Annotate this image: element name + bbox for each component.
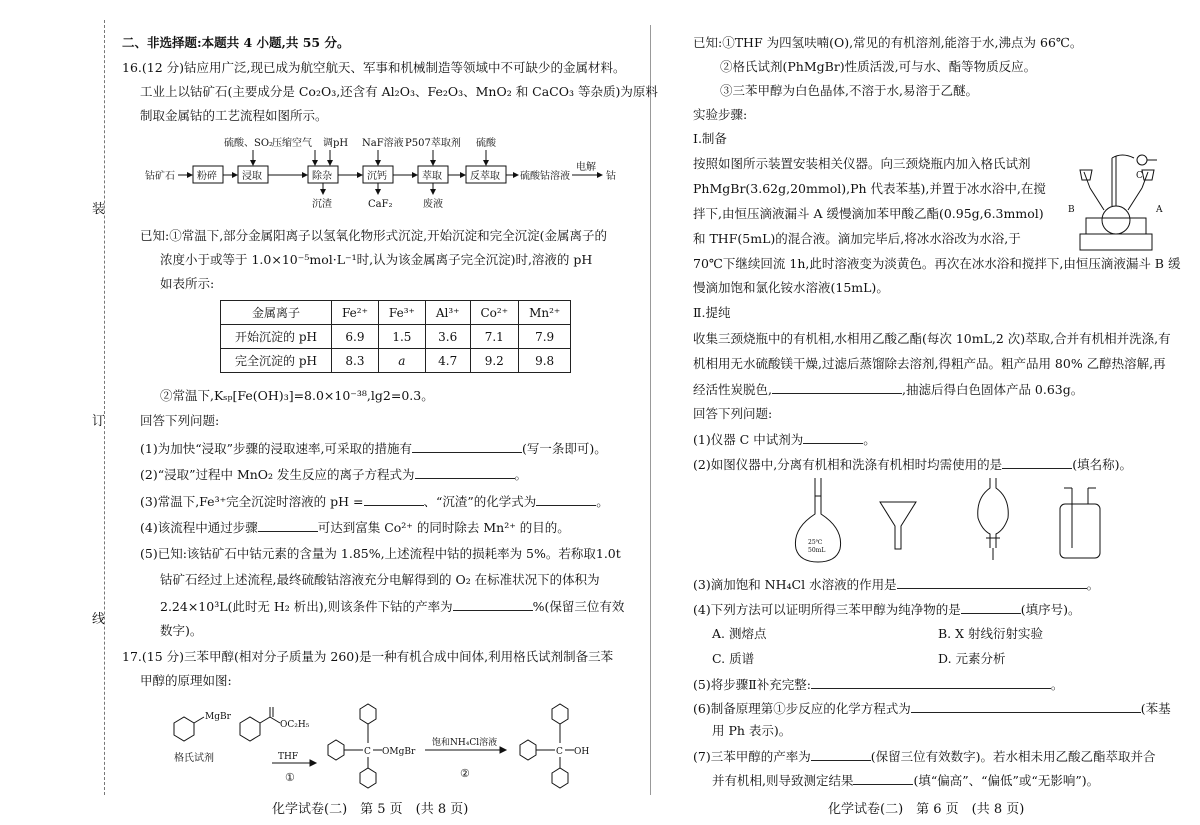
q16-known-line: 浓度小于或等于 1.0×10⁻⁵mol·L⁻¹时,认为该金属离子完全沉淀)时,溶液的 pH: [160, 252, 593, 267]
q17-question-5: [693, 676, 1063, 693]
benzene-ring: [360, 768, 376, 788]
question-text: (3)滴加饱和 NH₄Cl 水溶液的作用是: [693, 577, 897, 592]
question-text: ,抽滤后得白色固体产品 0.63g。: [901, 382, 1084, 397]
question-text: 、“沉渣”的化学式为: [423, 494, 537, 509]
question-text: 经活性炭脱色,: [693, 382, 772, 397]
question-text: 2.24×10³L(此时无 H₂ 析出),则该条件下钴的产率为: [160, 599, 453, 614]
question-text: (写一条即可)。: [521, 441, 607, 456]
q17-known-line: ②格氏试剂(PhMgBr)性质活泼,可与水、酯等物质反应。: [720, 59, 1037, 74]
apparatus-label-c: C: [1136, 171, 1143, 181]
prep-line: 按照如图所示装置安装相关仪器。向三颈烧瓶内加入格氏试剂: [693, 156, 1031, 171]
question-text: 。: [863, 432, 876, 447]
page-footer-right: 化学试卷(二) 第 6 页 (共 8 页): [828, 802, 1025, 817]
prep-line: PhMgBr(3.62g,20mmol),Ph 代表苯基),并置于冰水浴中,在搅: [693, 181, 1046, 196]
omgbr-label: OMgBr: [382, 747, 416, 757]
q16-question-5: 钴矿石经过上述流程,最终硫酸钴溶液充分电解得到的 O₂ 在标准状况下的体积为: [160, 572, 600, 587]
step-1-label: ①: [285, 771, 295, 784]
q16-intro-line: 16.(12 分)钴应用广泛,现已成为航空航天、军事和机械制造等领域中不可缺少的金属材料。: [122, 60, 626, 75]
flow-reagent: 压缩空气: [272, 138, 312, 149]
question-text: (4)该流程中通过步骤: [140, 520, 258, 535]
table-row: [221, 349, 571, 373]
question-text: 。: [514, 467, 528, 482]
ion-ph-table: [220, 300, 571, 373]
prep-line: 慢滴加饱和氯化铵水溶液(15mL)。: [693, 280, 889, 295]
central-carbon: C: [364, 747, 371, 757]
q16-question-1: [140, 440, 607, 457]
answer-blank[interactable]: [412, 440, 522, 453]
process-flow-diagram: [140, 132, 640, 214]
question-text: (填名称)。: [1072, 457, 1132, 472]
table-header-cell: Al³⁺: [425, 301, 470, 325]
q16-question-2: [140, 466, 527, 483]
flow-step-label: 萃取: [422, 171, 442, 182]
table-cell: 7.9: [519, 325, 571, 349]
flow-solution: 硫酸钴溶液: [520, 171, 570, 182]
table-cell: 完全沉淀的 pH: [221, 349, 332, 373]
question-text: 。: [1050, 677, 1064, 692]
reaction-scheme: [160, 693, 630, 793]
prep-line: 和 THF(5mL)的混合液。滴加完毕后,将冰水浴改为水浴,于: [693, 231, 1021, 246]
question-text: (2)“浸取”过程中 MnO₂ 发生反应的离子方程式为: [140, 467, 415, 482]
purify-line: [693, 381, 1083, 398]
steps-title: 实验步骤:: [693, 107, 748, 122]
option-a[interactable]: A. 测熔点: [712, 626, 767, 641]
option-c[interactable]: C. 质谱: [712, 651, 755, 666]
table-header-cell: Mn²⁺: [519, 301, 571, 325]
q16-question-5: [160, 598, 624, 615]
question-text: (填序号)。: [1020, 602, 1081, 617]
question-text: (填“偏高”、“偏低”或“无影响”)。: [913, 773, 1100, 788]
table-cell: 1.5: [378, 325, 425, 349]
purify-line: 机相用无水硫酸镁干燥,过滤后蒸馏除去溶剂,得粗产品。粗产品用 80% 乙醇热溶解,再: [693, 356, 1166, 371]
flow-byproduct: 废液: [423, 199, 443, 210]
table-cell: a: [378, 349, 425, 373]
answer-blank[interactable]: [258, 519, 318, 532]
apparatus-label-a: A: [1156, 205, 1163, 215]
answer-blank[interactable]: [536, 493, 596, 506]
q16-known-line: 已知:①常温下,部分金属阳离子以氢氧化物形式沉淀,开始沉淀和完全沉淀(金属离子的: [140, 228, 608, 243]
table-header-cell: Fe²⁺: [332, 301, 379, 325]
q16-question-5: (5)已知:该钴矿石中钴元素的含量为 1.85%,上述流程中钴的损耗率为 5%。若称取1.0t: [140, 546, 621, 561]
flow-step-label: 粉碎: [197, 171, 217, 182]
q17-answer-prompt: 回答下列问题:: [693, 406, 773, 421]
question-text: 并有机相,则导致测定结果: [712, 773, 854, 788]
table-cell: 4.7: [425, 349, 470, 373]
flow-step-label: 浸取: [242, 171, 262, 182]
question-text: (1)仪器 C 中试剂为: [693, 432, 804, 447]
q17-intro-line: 17.(15 分)三苯甲醇(相对分子质量为 260)是一种有机合成中间体,利用格氏试剂制备三苯: [122, 649, 614, 664]
answer-blank[interactable]: [772, 381, 902, 394]
benzene-ring: [552, 704, 568, 724]
gas-washing-bottle-icon: [1060, 504, 1100, 558]
flow-start: 钴矿石: [145, 171, 175, 182]
binding-margin: [0, 0, 106, 825]
mgbr-label: MgBr: [205, 712, 231, 722]
table-cell: 开始沉淀的 pH: [221, 325, 332, 349]
question-text: (5)将步骤Ⅱ补充完整:: [693, 677, 811, 692]
flow-reagent: NaF溶液: [362, 138, 404, 149]
flow-byproduct: CaF₂: [368, 199, 393, 210]
flow-step-label: 除杂: [312, 171, 332, 182]
q16-intro-line: 工业上以钴矿石(主要成分是 Co₂O₃,还含有 Al₂O₃、Fe₂O₃、MnO₂ 和 CaCO₃ 等杂质)为原料: [140, 84, 658, 99]
question-text: 。: [1086, 577, 1100, 592]
q17-question-3: [693, 576, 1099, 593]
flask-label: 25℃: [808, 539, 823, 546]
prep-line: 拌下,由恒压滴液漏斗 A 缓慢滴加苯甲酸乙酯(0.95g,6.3mmol): [693, 206, 1044, 221]
question-text: (6)制备原理第①步反应的化学方程式为: [693, 701, 911, 716]
oh-label: OH: [574, 747, 590, 757]
purify-title: Ⅱ.提纯: [693, 305, 731, 320]
solvent-label: THF: [278, 752, 299, 762]
option-d[interactable]: D. 元素分析: [938, 651, 1006, 666]
answer-blank[interactable]: [811, 676, 1051, 689]
q17-question-6: [693, 700, 1171, 717]
question-text: (苯基: [1140, 701, 1171, 716]
answer-blank[interactable]: [961, 601, 1021, 614]
question-text: (保留三位有效数字)。若水相未用乙酸乙酯萃取并合: [870, 749, 1156, 764]
binding-mark-2: 订: [92, 414, 106, 429]
answer-blank[interactable]: [453, 598, 533, 611]
grignard-label: 格氏试剂: [174, 753, 214, 764]
answer-blank[interactable]: [1002, 456, 1072, 469]
benzene-ring: [328, 740, 344, 760]
ester-group-label: OC₂H₅: [280, 720, 310, 730]
q16-question-4: [140, 519, 570, 536]
question-text: (4)下列方法可以证明所得三苯甲醇为纯净物的是: [693, 602, 961, 617]
option-b[interactable]: B. X 射线衍射实验: [938, 626, 1044, 641]
table-cell: 3.6: [425, 325, 470, 349]
q17-intro-line: 甲醇的原理如图:: [140, 673, 232, 688]
answer-blank[interactable]: [811, 748, 871, 761]
table-header-cell: Fe³⁺: [378, 301, 425, 325]
benzene-ring: [552, 768, 568, 788]
q16-question-5: 数字)。: [160, 623, 203, 638]
flow-byproduct: 沉渣: [312, 199, 332, 210]
q16-answer-prompt: 回答下列问题:: [140, 413, 220, 428]
q16-question-3: [140, 493, 609, 510]
flow-reagent: 硫酸: [476, 138, 496, 149]
q17-known-line: 已知:①THF 为四氢呋喃(O),常见的有机溶剂,能溶于水,沸点为 66℃。: [693, 35, 1083, 50]
purify-line: 收集三颈烧瓶中的有机相,水相用乙酸乙酯(每次 10mL,2 次)萃取,合并有机相并洗涤,有: [693, 331, 1171, 346]
table-cell: 9.2: [470, 349, 519, 373]
question-text: %(保留三位有效: [532, 599, 625, 614]
apparatus-diagram: [1062, 148, 1172, 254]
q17-question-4: [693, 601, 1080, 618]
flow-reagent: P507萃取剂: [405, 138, 461, 149]
section-title: 二、非选择题:本题共 4 小题,共 55 分。: [122, 35, 350, 50]
benzene-ring: [360, 704, 376, 724]
q16-known2: ②常温下,Kₛₚ[Fe(OH)₃]=8.0×10⁻³⁸,lg2=0.3。: [160, 388, 434, 403]
table-header-cell: 金属离子: [221, 301, 332, 325]
answer-blank[interactable]: [897, 576, 1087, 589]
flow-electrolysis: 电解: [576, 162, 596, 173]
benzene-ring: [520, 740, 536, 760]
q16-known-line: 如表所示:: [160, 276, 215, 291]
q17-question-2: [693, 456, 1132, 473]
answer-blank[interactable]: [415, 466, 515, 479]
answer-blank[interactable]: [364, 493, 424, 506]
question-text: (7)三苯甲醇的产率为: [693, 749, 811, 764]
answer-blank[interactable]: [911, 700, 1141, 713]
flow-end: 钴: [606, 171, 616, 182]
flow-step-label: 反萃取: [470, 171, 500, 182]
page-divider: [650, 25, 651, 795]
question-text: 可达到富集 Co²⁺ 的同时除去 Mn²⁺ 的目的。: [317, 520, 570, 535]
benzene-ring: [240, 717, 260, 741]
binding-mark-1: 装: [92, 202, 106, 217]
apparatus-label-b: B: [1068, 205, 1075, 215]
table-row: [221, 325, 571, 349]
glassware-options: [790, 474, 1120, 566]
funnel-icon: [880, 502, 916, 549]
table-row: [221, 301, 571, 325]
question-text: 。: [596, 494, 609, 509]
table-cell: 6.9: [332, 325, 379, 349]
q17-question-7: [712, 772, 1099, 789]
flask-label: 50mL: [808, 547, 826, 554]
flow-reagent: 硫酸、SO₂: [224, 138, 274, 149]
q17-known-line: ③三苯甲醇为白色晶体,不溶于水,易溶于乙醚。: [720, 83, 978, 98]
question-text: (3)常温下,Fe³⁺完全沉淀时溶液的 pH =: [140, 494, 364, 509]
central-carbon: C: [556, 747, 563, 757]
page-footer-left: 化学试卷(二) 第 5 页 (共 8 页): [272, 802, 469, 817]
binding-line: [104, 20, 105, 795]
question-text: (1)为加快“浸取”步骤的浸取速率,可采取的措施有: [140, 441, 412, 456]
question-text: (2)如图仪器中,分离有机相和洗涤有机相时均需使用的是: [693, 457, 1003, 472]
answer-blank[interactable]: [853, 772, 913, 785]
flow-reagent: 调pH: [323, 138, 349, 149]
answer-blank[interactable]: [803, 431, 863, 444]
prep-line: 70℃下继续回流 1h,此时溶液变为淡黄色。再次在冰水浴和搅拌下,由恒压滴液漏斗 B 缓: [693, 256, 1181, 271]
q17-question-6: 用 Ph 表示)。: [712, 723, 792, 738]
table-cell: 9.8: [519, 349, 571, 373]
binding-mark-3: 线: [92, 612, 106, 627]
table-cell: 7.1: [470, 325, 519, 349]
benzene-ring: [174, 717, 194, 741]
step-2-label: ②: [460, 767, 470, 780]
q16-intro-line: 制取金属钴的工艺流程如图所示。: [140, 108, 328, 123]
q17-question-1: [693, 431, 876, 448]
prep-title: Ⅰ.制备: [693, 131, 727, 146]
table-cell: 8.3: [332, 349, 379, 373]
q17-question-7: [693, 748, 1155, 765]
flow-step-label: 沉钙: [367, 171, 387, 182]
table-header-cell: Co²⁺: [470, 301, 519, 325]
reagent-2-label: 饱和NH₄Cl溶液: [432, 738, 498, 748]
